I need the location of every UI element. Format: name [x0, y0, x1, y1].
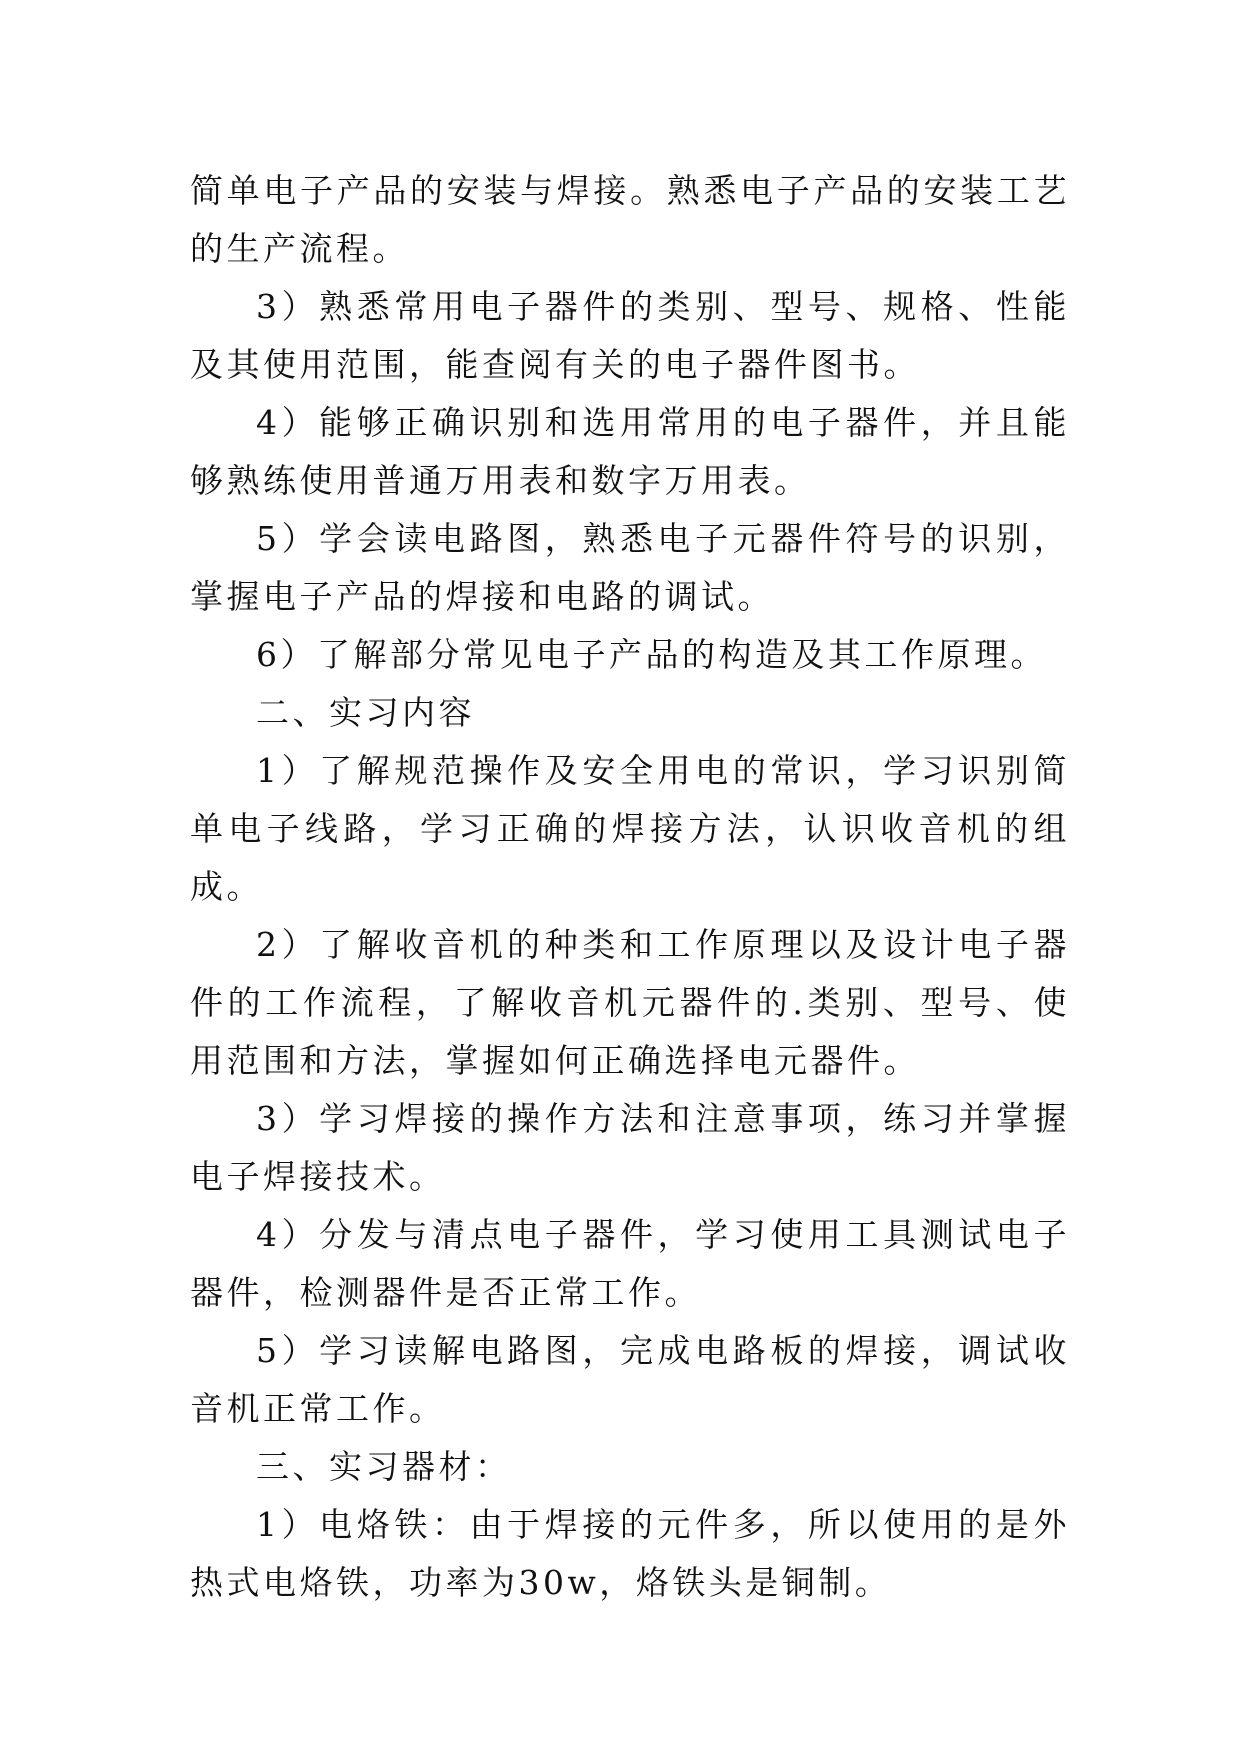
paragraph-continuation: 简单电子产品的安装与焊接。熟悉电子产品的安装工艺的生产流程。	[190, 171, 1070, 268]
paragraph-item-4-identify: 4）能够正确识别和选用常用的电子器件，并且能够熟练使用普通万用表和数字万用表。	[190, 403, 1070, 500]
paragraph-item-3-components: 3）熟悉常用电子器件的类别、型号、规格、性能及其使用范围，能查阅有关的电子器件图书。	[190, 287, 1070, 384]
section-heading-equipment: 三、实习器材：	[256, 1447, 512, 1486]
paragraph-item-5-circuit: 5）学会读电路图，熟悉电子元器件符号的识别，掌握电子产品的焊接和电路的调试。	[190, 519, 1070, 616]
document-body	[190, 162, 1070, 1612]
paragraph-content-1: 1）了解规范操作及安全用电的常识，学习识别简单电子线路，学习正确的焊接方法，认识收音机的组成。	[190, 751, 1070, 906]
paragraph-content-2: 2）了解收音机的种类和工作原理以及设计电子器件的工作流程，了解收音机元器件的.类别、型号、使用范围和方法，掌握如何正确选择电元器件。	[190, 925, 1070, 1080]
paragraph-item-6-products: 6）了解部分常见电子产品的构造及其工作原理。	[256, 635, 1047, 674]
paragraph-equipment-1: 1）电烙铁：由于焊接的元件多，所以使用的是外热式电烙铁，功率为30w，烙铁头是铜制。	[190, 1505, 1070, 1602]
paragraph-content-3: 3）学习焊接的操作方法和注意事项，练习并掌握电子焊接技术。	[190, 1099, 1070, 1196]
paragraph-content-4: 4）分发与清点电子器件，学习使用工具测试电子器件，检测器件是否正常工作。	[190, 1215, 1070, 1312]
section-heading-content: 二、实习内容	[256, 693, 475, 732]
paragraph-content-5: 5）学习读解电路图，完成电路板的焊接，调试收音机正常工作。	[190, 1331, 1070, 1428]
